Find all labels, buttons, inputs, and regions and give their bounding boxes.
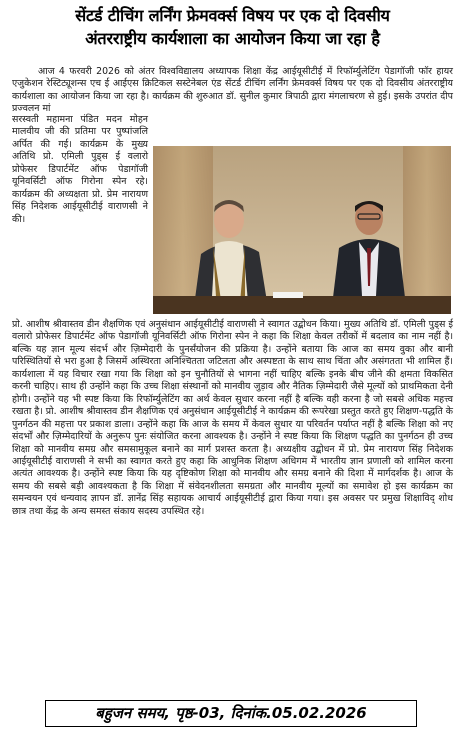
photo-papers <box>273 292 303 298</box>
photo-table <box>153 296 451 314</box>
body-paragraph: प्रो. आशीष श्रीवास्तव डीन शैक्षणिक एवं अनुसंधान आईयूसीटीई वाराणसी ने स्वागत उद्बोधन किया। मुख्य अतिथि डॉ. एमिली पुड्स ई वलारो प्रोफेसर डिपार्टमेंट ऑफ पेडागॉजी यूनिवर्सिटी ऑफ गिरोना स्पेन ने कहा कि शिक्षा केवल तरीकों में बदलाव का नाम नहीं है। बल्कि यह ज्ञान मूल्य संदर्भ और ज़िम्मेदारी के पुनर्संयोजन की प्रक्रिया है। उन्होंने बताया कि आज का समय वुका और बानी परिस्थितियों से भरा हुआ है जिसमें अस्थिरता अनिश्चितता जटिलता और अस्पष्टता के साथ साथ चिंता और असंगतता भी शामिल हैं। कार्यशाला में यह विचार रखा गया कि शिक्षा को इन चुनौतियों से भागना नहीं चाहिए बल्कि इनके बीच जीने की क्षमता विकसित करनी चाहिए। साथ ही उन्होंने कहा कि उच्च शिक्षा संस्थानों को मानवीय जुड़ाव और नैतिक ज़िम्मेदारी जैसे मूल्यों को प्राथमिकता देनी होगी। उन्होंने यह भी स्पष्ट किया कि रिफॉर्म्युलेटिंग का अर्थ केवल सुधार करना नहीं है बल्कि वही करना है जो सबसे अधिक महत्त्व रखता है। प्रो. आशीष श्रीवास्तव डीन शैक्षणिक एवं अनुसंधान आईयूसीटीई ने कार्यक्रम की रूपरेखा प्रस्तुत करते हुए शिक्षण-पद्धति के पुनर्गठन की महत्ता पर प्रकाश डाला। उन्होंने कहा कि आज के समय में केवल सुधार या परिवर्तन पर्याप्त नहीं है बल्कि शिक्षा को नए संदर्भों और ज़िम्मेदारियों के अनुरूप पुनः संयोजित करना आवश्यक है। उन्होंने ने स्पष्ट किया कि शिक्षण पद्धति का पुनर्गठन ही उच्च शिक्षा को मानवीय समग्र और समसामुकूल बनाने का मार्ग प्रशस्त करता है। अध्यक्षीय उद्बोधन में प्रो. प्रेम नारायण सिंह निदेशक आईयूसीटीई वाराणसी ने सभी का स्वागत करते हुए कहा कि आधुनिक शिक्षण अधिगम में भारतीय ज्ञान प्रणाली को शामिल करना अत्यंत आवश्यक है। उन्होंने स्पष्ट किया कि यह दृष्टिकोण शिक्षा को मानवीय और समग्र बनाने की दिशा में मार्गदर्शक है। आज के समय की सबसे बड़ी आवश्यकता है कि शिक्षा में संवेदनशीलता समग्रता और मानवीय मूल्यों का समावेश हो इस कार्यक्रम का समन्वयन एवं धन्यवाद ज्ञापन डॉ. ज्ञानेंद्र सिंह सहायक आचार्य आईयूसीटीई द्वारा किया गया। इस अवसर पर प्रमुख शिक्षाविद् शोध छात्र तथा केंद्र के अन्य समस्त संकाय सदस्य उपस्थित रहे। <box>12 319 453 517</box>
body-section <box>12 319 453 518</box>
headline <box>8 4 457 50</box>
event-photo-illustration <box>153 146 451 314</box>
publication-citation: बहुजन समय, पृष्ठ-03, दिनांक.05.02.2026 <box>45 700 417 727</box>
event-photo <box>153 146 451 314</box>
headline-line-1: सेंटर्ड टीचिंग लर्निंग फ्रेमवर्क्स विषय पर एक दो दिवसीय <box>75 6 390 25</box>
headline-line-2: अंतरराष्ट्रीय कार्यशाला का आयोजन किया जा रहा है <box>85 29 380 48</box>
intro-section <box>12 66 453 116</box>
photo-curtain-right <box>403 146 451 314</box>
intro-paragraph: आज 4 फरवरी 2026 को अंतर विश्वविद्यालय अध्यापक शिक्षा केंद्र आईयूसीटीई में रिफॉर्म्युलेटिंग पेडागॉजी फॉर हायर एजुकेशन रेस्टिट्यूशन्स एच ई आईएस क्रिटिकल सस्टेनेबल एंड सेंटर्ड टीचिंग लर्निंग फ्रेमवर्क्स विषय पर एक दो दिवसीय अंतरराष्ट्रीय कार्यशाला का आयोजन किया जा रहा है। कार्यक्रम की शुरुआत डॉ. सुनील कुमार त्रिपाठी द्वारा मंगलाचरण से हुई। इसके उपरांत दीप प्रज्वलन मां <box>12 66 453 115</box>
side-column-text: सरस्वती महामना पंडित मदन मोहन मालवीय जी की प्रतिमा पर पुष्पांजलि अर्पित की गई। कार्यक्रम के मुख्य अतिथि प्रो. एमिली पुड्स ई वलारो प्रोफेसर डिपार्टमेंट ऑफ पेडागॉजी यूनिवर्सिटी ऑफ गिरोना स्पेन रहे। कार्यक्रम की अध्यक्षता प्रो. प्रेम नारायण सिंह निदेशक आईयूसीटीई वाराणसी ने की। <box>12 114 148 225</box>
